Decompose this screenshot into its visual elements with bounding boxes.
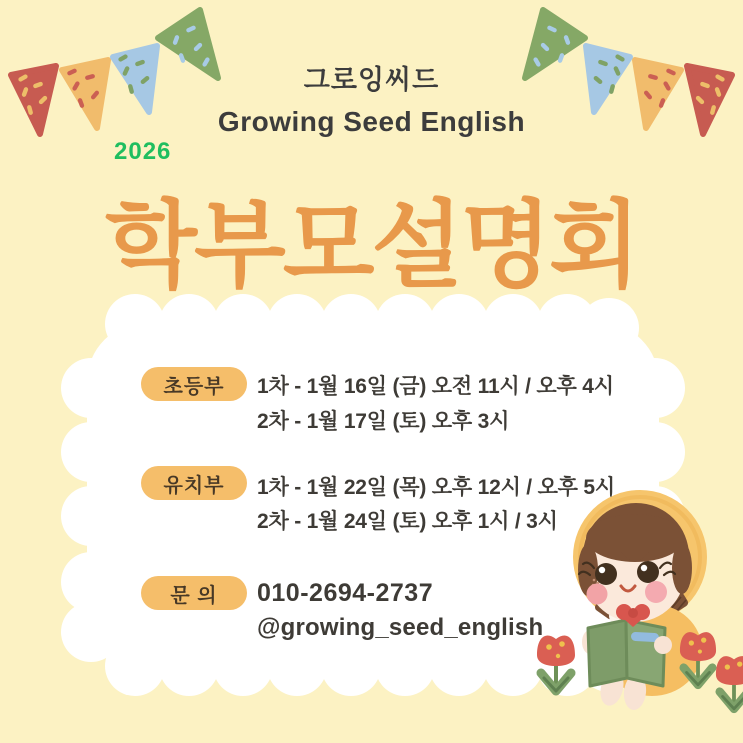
elementary-session-2: 2차 - 1월 17일 (토) 오후 3시 xyxy=(257,410,510,433)
cheek-icon xyxy=(587,584,608,605)
page-title: 학부모설명회 xyxy=(105,193,638,299)
elementary-session-1: 1차 - 1월 16일 (금) 오전 11시 / 오후 4시 xyxy=(257,375,614,398)
badge-kindergarten: 유치부 xyxy=(141,466,247,500)
inquiry-instagram-handle: @growing_seed_english xyxy=(257,614,544,641)
book-icon xyxy=(588,620,665,686)
kindergarten-session-2: 2차 - 1월 24일 (토) 오후 1시 / 3시 xyxy=(257,510,558,533)
badge-inquiry: 문 의 xyxy=(141,576,247,610)
book-label-icon xyxy=(631,632,659,642)
kindergarten-session-1: 1차 - 1월 22일 (목) 오후 12시 / 오후 5시 xyxy=(257,476,615,499)
inquiry-phone-number: 010-2694-2737 xyxy=(257,579,434,607)
brand-name-korean: 그로잉씨드 xyxy=(303,65,440,95)
brand-name-english: Growing Seed English xyxy=(217,106,526,137)
badge-elementary: 초등부 xyxy=(141,367,247,401)
year-label: 2026 xyxy=(114,138,172,165)
cheek-icon xyxy=(645,581,667,603)
